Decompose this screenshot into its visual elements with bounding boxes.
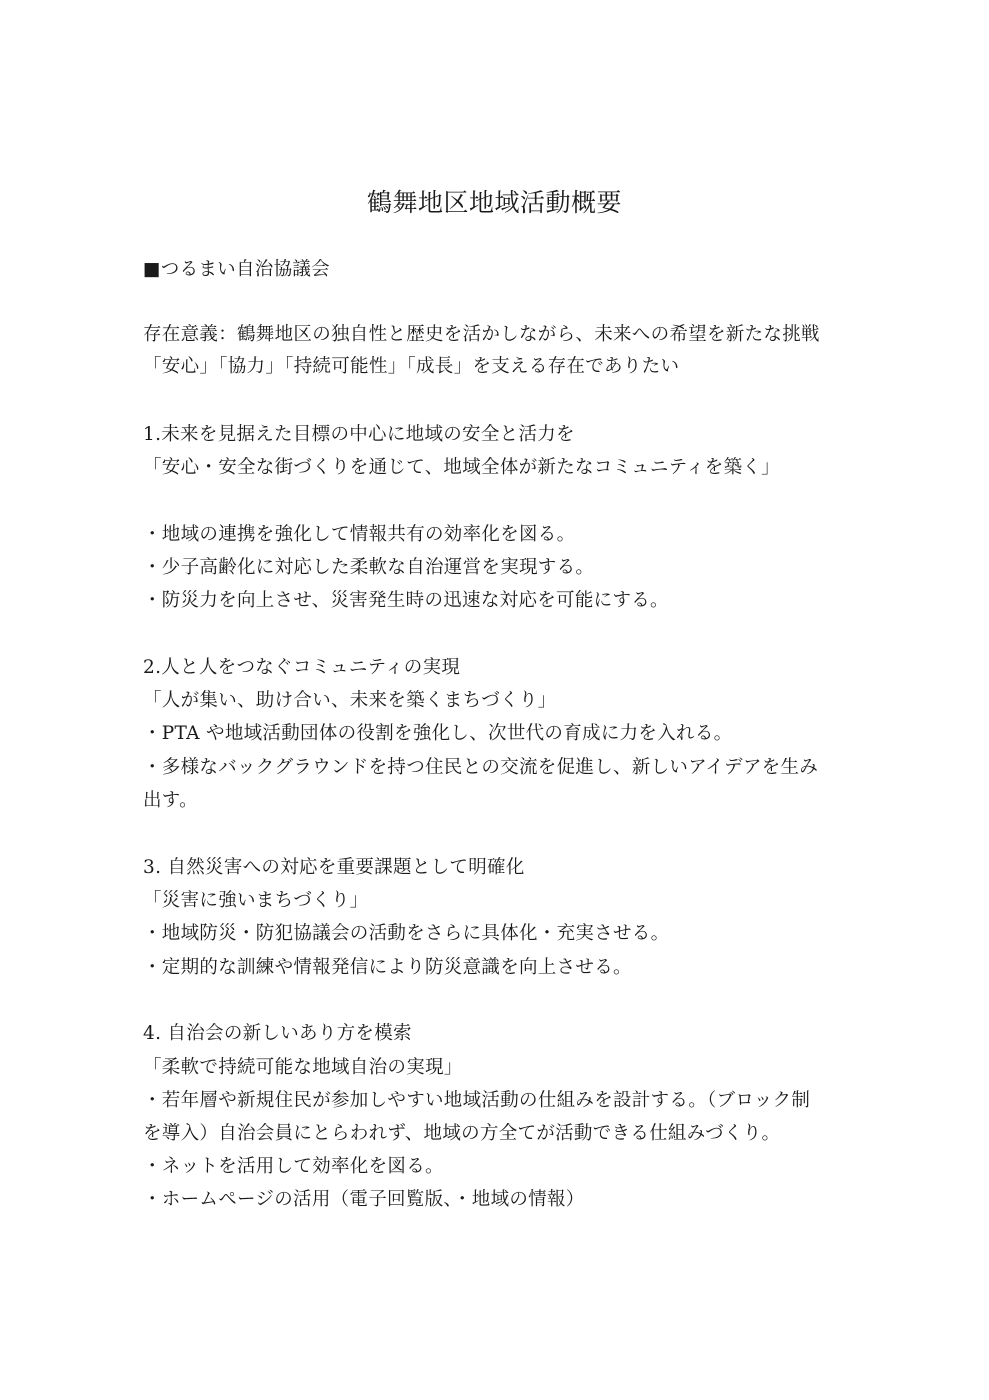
document-title: 鶴舞地区地域活動概要 [366,188,622,217]
section4-heading: 4. 自治会の新しいあり方を模索 [143,1023,412,1044]
section4-bullet-1: ・若年層や新規住民が参加しやすい地域活動の仕組みを設計する。（ブロック制 [143,1090,811,1111]
organization-heading: ■つるまい自治協議会 [143,259,330,280]
section2-bullet-1: ・PTA や地域活動団体の役割を強化し、次世代の育成に力を入れる。 [143,723,733,744]
section1-slogan: 「安心・安全な街づくりを通じて、地域全体が新たなコミュニティを築く」 [143,457,780,478]
section4-slogan: 「柔軟で持続可能な地域自治の実現」 [143,1057,463,1078]
section2-slogan: 「人が集い、助け合い、未来を築くまちづくり」 [143,690,557,711]
section1-heading: 1.未来を見据えた目標の中心に地域の安全と活力を [143,424,575,445]
section4-bullet-2: ・ネットを活用して効率化を図る。 [143,1156,444,1177]
section1-bullet-2: ・少子高齢化に対応した柔軟な自治運営を実現する。 [143,557,595,578]
section4-bullet-1-continued: を導入）自治会員にとらわれず、地域の方全てが活動できる仕組みづくり。 [143,1123,781,1144]
section3-bullet-2: ・定期的な訓練や情報発信により防災意識を向上させる。 [143,957,632,978]
section2-heading: 2.人と人をつなぐコミュニティの実現 [143,657,461,678]
section2-bullet-2: ・多様なバックグラウンドを持つ住民との交流を促進し、新しいアイデアを生み [143,757,819,778]
purpose-line-2: 「安心」「協力」「持続可能性」「成長」を支える存在でありたい [143,356,680,377]
section4-bullet-3: ・ホームページの活用（電子回覧版、・地域の情報） [143,1189,585,1210]
section3-slogan: 「災害に強いまちづくり」 [143,890,369,911]
section3-heading: 3. 自然災害への対応を重要課題として明確化 [143,857,525,878]
section2-bullet-2-continued: 出す。 [143,790,198,811]
purpose-line-1: 存在意義：鶴舞地区の独自性と歴史を活かしながら、未来への希望を新たな挑戦 [143,324,820,345]
section1-bullet-1: ・地域の連携を強化して情報共有の効率化を図る。 [143,524,576,545]
section3-bullet-1: ・地域防災・防犯協議会の活動をさらに具体化・充実させる。 [143,923,670,944]
section1-bullet-3: ・防災力を向上させ、災害発生時の迅速な対応を可能にする。 [143,590,669,611]
